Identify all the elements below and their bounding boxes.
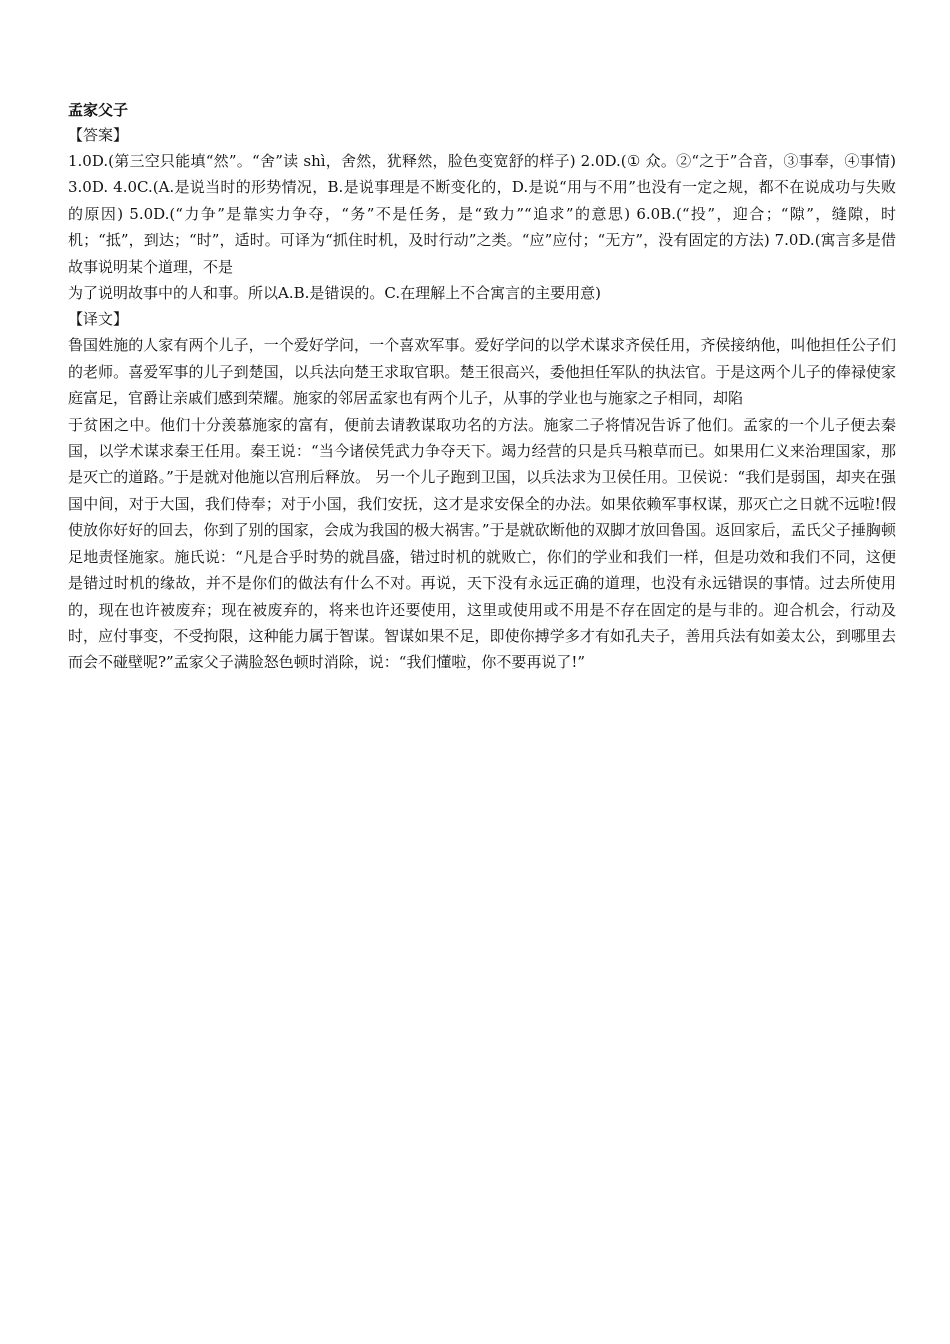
document-title: 孟家父子 <box>68 101 129 119</box>
translation-paragraph-2: 于贫困之中。他们十分羡慕施家的富有，便前去请教谋取功名的方法。施家二子将情况告诉了他们。孟家的一个儿子便去秦国，以学术谋求秦王任用。秦王说：“当今诸侯凭武力争夺天下。竭力经营的只是兵马粮草而已。如果用仁义来治理国家，那是灭亡的道路。”于是就对他施以宫刑后释放。 另一个儿子跑到卫国，以兵法求为卫侯任用。卫侯说：“我们是弱国，却夹在强国中间，对于大国，我们侍奉；对于小国，我们安抚，这才是求安保全的办法。如果依赖军事权谋，那灭亡之日就不远啦!假使放你好好的回去，你到了别的国家，会成为我国的极大祸害。”于是就砍断他的双脚才放回鲁国。返回家后，孟氏父子捶胸顿足地责怪施家。施氏说：“凡是合乎时势的就昌盛，错过时机的就败亡，你们的学业和我们一样，但是功效和我们不同，这便是错过时机的缘故，并不是你们的做法有什么不对。再说，天下没有永远正确的道理，也没有永远错误的事情。过去所使用的，现在也许被废弃；现在被废弃的，将来也许还要使用，这里或使用或不用是不存在固定的是与非的。迎合机会，行动及时，应付事变，不受拘限，这种能力属于智谋。智谋如果不足，即使你搏学多才有如孔夫子，善用兵法有如姜太公，到哪里去而会不碰壁呢?”孟家父子满脸怒色顿时消除，说：“我们懂啦，你不要再说了!” <box>68 415 896 672</box>
answer-paragraph-1: 1.0D.(第三空只能填“然”。“舍”读 shì，舍然，犹释然，脸色变宽舒的样子) 2.0D.(① 众。②“之于”合音，③事奉，④事情) 3.0D. 4.0C.(A.是说当时的形势情况，B.是说事理是不断变化的，D.是说“用与不用”也没有一定之规，都不在说成功与失败的原因) 5.0D.(“力争”是靠实力争夺，“务”不是任务，是“致力”“追求”的意思) 6.0B.(“投”，迎合；“隙”，缝隙，时机；“抵”，到达；“时”，适时。可译为“抓住时机，及时行动”之类。“应”应付；“无方”，没有固定的方法) 7.0D.(寓言多是借故事说明某个道理，不是 <box>68 152 896 276</box>
answer-paragraph-2: 为了说明故事中的人和事。所以A.B.是错误的。C.在理解上不合寓言的主要用意) <box>68 284 601 303</box>
answer-heading: 【答案】 <box>68 126 129 144</box>
translation-heading: 【译文】 <box>68 310 129 329</box>
translation-paragraph-1: 鲁国姓施的人家有两个儿子，一个爱好学问，一个喜欢军事。爱好学问的以学术谋求齐侯任用，齐侯接纳他，叫他担任公子们的老师。喜爱军事的儿子到楚国，以兵法向楚王求取官职。楚王很高兴，委他担任军队的执法官。于是这两个儿子的俸禄使家庭富足，官爵让亲戚们感到荣耀。施家的邻居孟家也有两个儿子，从事的学业也与施家之子相同，却陷 <box>68 336 896 408</box>
document-page <box>68 98 896 676</box>
